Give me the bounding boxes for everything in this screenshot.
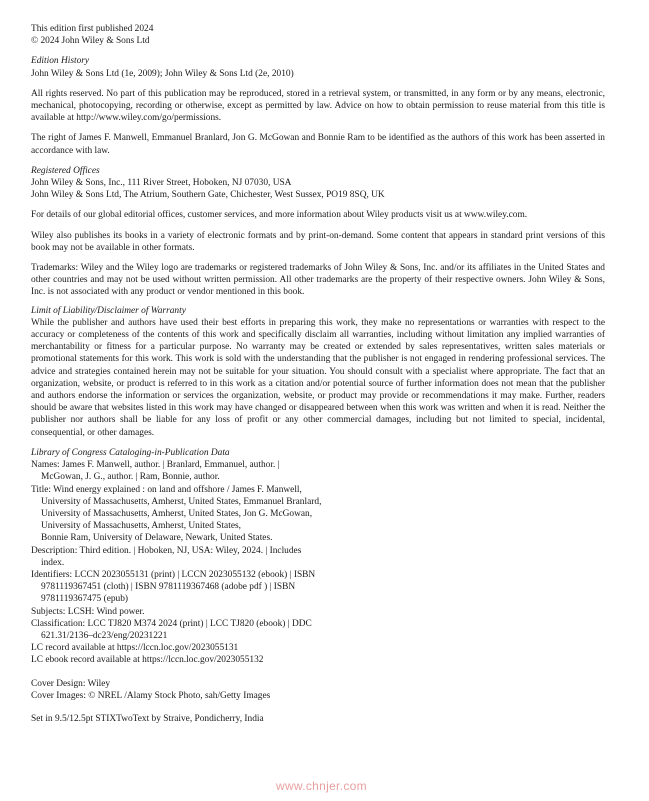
formats-paragraph: Wiley also publishes its books in a variety of electronic formats and by print-on-demand. Some content that appears in standard print versions of this book may not be available in other formats. bbox=[31, 230, 605, 253]
cip-title-cont: University of Massachusetts, Amherst, United States, Emmanuel Branlard, bbox=[41, 496, 322, 507]
authors-right-paragraph: The right of James F. Manwell, Emmanuel Branlard, Jon G. McGowan and Bonnie Ram to be identified as the authors of this work has been asserted in accordance with law. bbox=[31, 133, 605, 156]
cip-title-cont: University of Massachusetts, Amherst, United States, Jon G. McGowan, bbox=[41, 508, 313, 519]
cip-classification-cont: 621.31/2136–dc23/eng/20231221 bbox=[41, 630, 168, 641]
liability-heading: Limit of Liability/Disclaimer of Warranty bbox=[31, 305, 186, 316]
cip-block bbox=[31, 447, 605, 667]
watermark: www.chnjer.com bbox=[276, 779, 367, 793]
cip-description-cont: index. bbox=[41, 557, 65, 568]
edition-history-heading: Edition History bbox=[31, 56, 90, 67]
registered-office-uk: John Wiley & Sons Ltd, The Atrium, Southern Gate, Chichester, West Sussex, PO19 8SQ, UK bbox=[31, 190, 385, 201]
rights-paragraph: All rights reserved. No part of this publication may be reproduced, stored in a retrieval system, or transmitted, in any form or by any means, electronic, mechanical, photocopying, recording or otherwise, except as permitted by law. Advice on how to obtain permission to reuse material from this title is available at http://www.wiley.com/go/permissions. bbox=[31, 88, 605, 124]
cip-lc-ebook-record: LC ebook record available at https://lccn.loc.gov/2023055132 bbox=[31, 655, 264, 666]
cip-subjects: Subjects: LCSH: Wind power. bbox=[31, 606, 145, 617]
cip-classification: Classification: LCC TJ820 M374 2024 (print) | LCC TJ820 (ebook) | DDC bbox=[31, 618, 312, 629]
cip-lc-record: LC record available at https://lccn.loc.gov/2023055131 bbox=[31, 643, 239, 654]
cover-design: Cover Design: Wiley bbox=[31, 678, 111, 689]
cip-names: Names: James F. Manwell, author. | Branlard, Emmanuel, author. | bbox=[31, 460, 280, 471]
registered-offices-heading: Registered Offices bbox=[31, 165, 100, 176]
details-paragraph: For details of our global editorial offices, customer services, and more information about Wiley products visit us at www.wiley.com. bbox=[31, 210, 528, 221]
edition-history-text: John Wiley & Sons Ltd (1e, 2009); John Wiley & Sons Ltd (2e, 2010) bbox=[31, 68, 294, 79]
cip-identifiers-cont: 9781119367451 (cloth) | ISBN 9781119367468 (adobe pdf ) | ISBN bbox=[41, 582, 296, 593]
edition-line: This edition first published 2024 bbox=[31, 24, 154, 34]
cip-title-cont: University of Massachusetts, Amherst, United States, bbox=[41, 521, 241, 532]
cip-identifiers: Identifiers: LCCN 2023055131 (print) | LCCN 2023055132 (ebook) | ISBN bbox=[31, 569, 316, 580]
cip-names-cont: McGowan, J. G., author. | Ram, Bonnie, author. bbox=[41, 472, 220, 483]
copyright-page bbox=[31, 23, 605, 725]
cip-title: Title: Wind energy explained : on land and offshore / James F. Manwell, bbox=[31, 484, 302, 495]
registered-office-us: John Wiley & Sons, Inc., 111 River Street, Hoboken, NJ 07030, USA bbox=[31, 178, 292, 189]
cip-description: Description: Third edition. | Hoboken, NJ, USA: Wiley, 2024. | Includes bbox=[31, 545, 302, 556]
cip-heading: Library of Congress Cataloging-in-Publication Data bbox=[31, 447, 230, 458]
cip-title-cont: Bonnie Ram, University of Delaware, Newark, United States. bbox=[41, 533, 273, 544]
cip-identifiers-cont: 9781119367475 (epub) bbox=[41, 594, 129, 605]
typeset-line: Set in 9.5/12.5pt STIXTwoText by Straive, Pondicherry, India bbox=[31, 713, 264, 724]
trademarks-paragraph: Trademarks: Wiley and the Wiley logo are trademarks or registered trademarks of John Wiley & Sons, Inc. and/or its affiliates in the United States and other countries and may not be used without written permission. All other trademarks are the property of their respective owners. John Wiley & Sons, Inc. is not associated with any product or vendor mentioned in this book. bbox=[31, 263, 605, 298]
cover-images: Cover Images: © NREL /Alamy Stock Photo, sah/Getty Images bbox=[31, 690, 271, 701]
copyright-line: © 2024 John Wiley & Sons Ltd bbox=[31, 36, 150, 47]
liability-paragraph: While the publisher and authors have used their best efforts in preparing this work, they make no representations or warranties with respect to the accuracy or completeness of the contents of this work and specifically disclaim all warranties, including without limitation any implied warranties of merchantability or fitness for a particular purpose. No warranty may be created or extended by sales representatives, written sales materials or promotional statements for this work. This work is sold with the understanding that the publisher is not engaged in rendering professional services. The advice and strategies contained herein may not be suitable for your situation. You should consult with a specialist where appropriate. The fact that an organization, website, or product is referred to in this work as a citation and/or potential source of further information does not mean that the publisher and authors endorse the information or services the organization, website, or product may provide or recommendations it may make. Further, readers should be aware that websites listed in this work may have changed or disappeared between when this work was written and when it is read. Neither the publisher nor authors shall be liable for any loss of profit or any other commercial damages, including but not limited to special, incidental, consequential, or other damages. bbox=[31, 317, 605, 438]
